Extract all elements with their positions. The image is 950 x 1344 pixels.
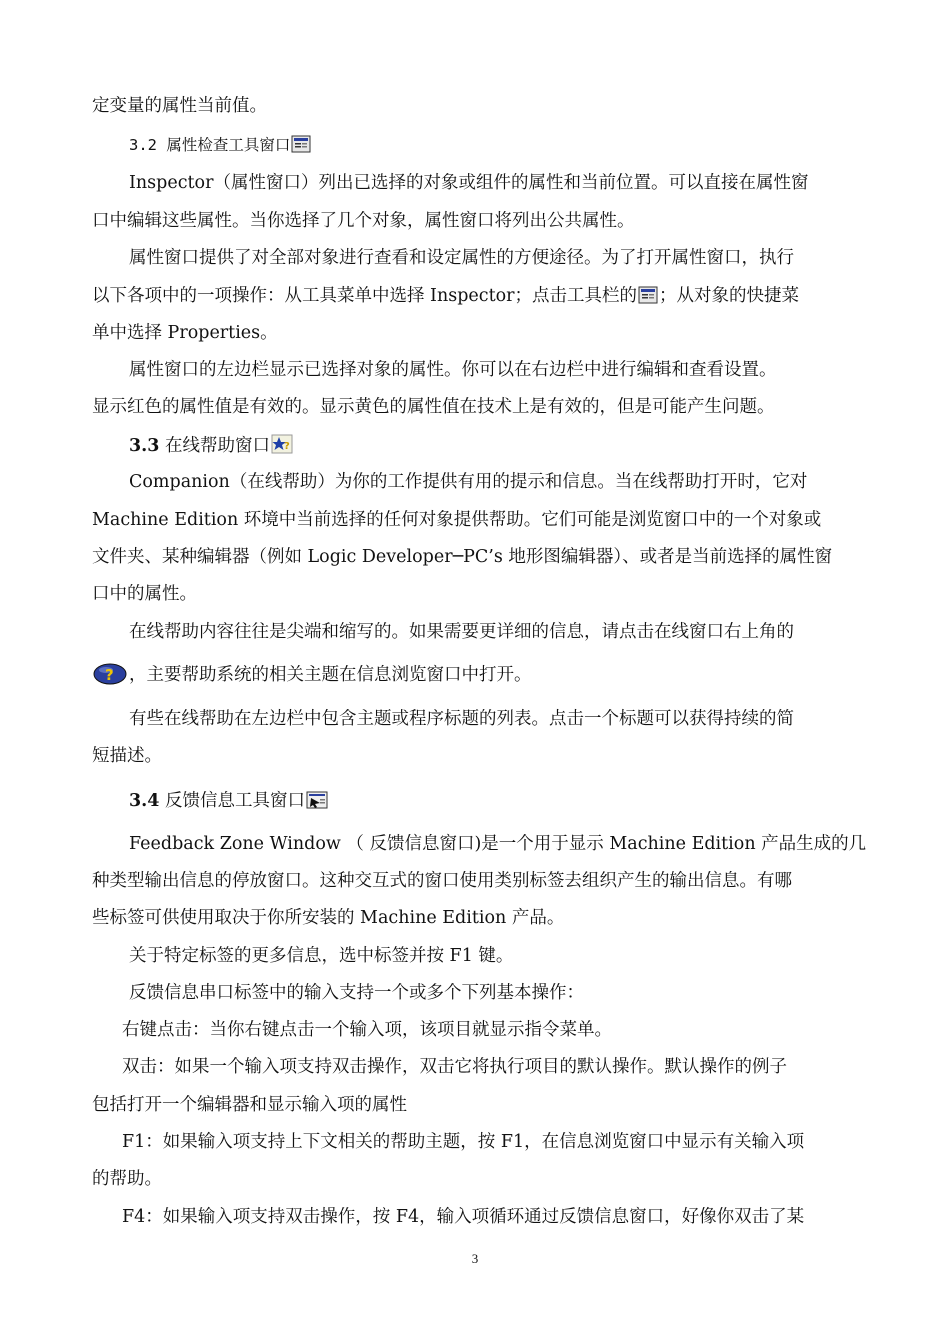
svg-text:?: ? — [105, 666, 114, 684]
companion-icon — [271, 434, 293, 460]
paragraph-line: Machine Edition 环境中当前选择的任何对象提供帮助。它们可能是浏览窗口中的一个对象或 — [92, 510, 822, 530]
paragraph-line: F4：如果输入项支持双击操作，按 F4，输入项循环通过反馈信息窗口，好像你双击了某 — [122, 1207, 805, 1227]
text-segment: 以下各项中的一项操作：从工具菜单中选择 Inspector；点击工具栏的 — [92, 286, 638, 306]
section-heading-3-4 — [129, 790, 329, 815]
paragraph-line — [92, 285, 799, 310]
heading-text: 反馈信息工具窗口 — [159, 791, 306, 811]
paragraph-line: 的帮助。 — [92, 1169, 162, 1189]
help-icon — [92, 662, 128, 692]
heading-number: 3.4 — [129, 791, 160, 811]
paragraph-line: 包括打开一个编辑器和显示输入项的属性 — [92, 1095, 407, 1115]
paragraph-line: 单中选择 Properties。 — [92, 323, 278, 343]
paragraph-line: 关于特定标签的更多信息，选中标签并按 F1 键。 — [129, 946, 514, 966]
paragraph-line: 有些在线帮助在左边栏中包含主题或程序标题的列表。点击一个标题可以获得持续的简 — [129, 709, 794, 729]
paragraph-line: 属性窗口提供了对全部对象进行查看和设定属性的方便途径。为了打开属性窗口，执行 — [129, 248, 794, 268]
section-heading-3-3 — [129, 434, 294, 460]
paragraph-line: 反馈信息串口标签中的输入支持一个或多个下列基本操作： — [129, 983, 584, 1003]
text-segment: ，主要帮助系统的相关主题在信息浏览窗口中打开。 — [129, 665, 532, 685]
inspector-icon — [291, 135, 311, 159]
section-heading-3-2 — [129, 134, 312, 159]
heading-text: 在线帮助窗口 — [159, 436, 271, 456]
paragraph-line: Inspector（属性窗口）列出已选择的对象或组件的属性和当前位置。可以直接在属性窗 — [129, 173, 809, 193]
text-segment: ；从对象的快捷菜 — [659, 286, 800, 306]
svg-text:?: ? — [284, 441, 290, 452]
paragraph-line — [92, 662, 532, 692]
feedback-zone-icon — [306, 791, 328, 815]
page-number: 3 — [471, 1251, 479, 1266]
paragraph-line: 属性窗口的左边栏显示已选择对象的属性。你可以在右边栏中进行编辑和查看设置。 — [129, 360, 777, 380]
inspector-icon — [638, 286, 658, 310]
paragraph-line: 在线帮助内容往往是尖端和缩写的。如果需要更详细的信息，请点击在线窗口右上角的 — [129, 622, 794, 642]
paragraph-line: Feedback Zone Window （ 反馈信息窗口)是一个用于显示 Machine Edition 产品生成的几 — [129, 834, 867, 854]
paragraph-line: 口中的属性。 — [92, 584, 197, 604]
paragraph-line: 种类型输出信息的停放窗口。这种交互式的窗口使用类别标签去组织产生的输出信息。有哪 — [92, 871, 792, 891]
paragraph-line: 口中编辑这些属性。当你选择了几个对象，属性窗口将列出公共属性。 — [92, 211, 635, 231]
paragraph-line: 文件夹、某种编辑器（例如 Logic Developer─PC’s 地形图编辑器）、或者是当前选择的属性窗 — [92, 547, 833, 567]
heading-number: 3.3 — [129, 436, 160, 456]
paragraph-line: 定变量的属性当前值。 — [92, 96, 267, 116]
paragraph-line: 显示红色的属性值是有效的。显示黄色的属性值在技术上是有效的，但是可能产生问题。 — [92, 397, 775, 417]
paragraph-line: F1：如果输入项支持上下文相关的帮助主题，按 F1，在信息浏览窗口中显示有关输入项 — [122, 1132, 805, 1152]
paragraph-line: 双击：如果一个输入项支持双击操作，双击它将执行项目的默认操作。默认操作的例子 — [122, 1057, 787, 1077]
paragraph-line: Companion（在线帮助）为你的工作提供有用的提示和信息。当在线帮助打开时，它对 — [129, 472, 808, 492]
paragraph-line: 些标签可供使用取决于你所安装的 Machine Edition 产品。 — [92, 908, 565, 928]
paragraph-line: 短描述。 — [92, 746, 162, 766]
heading-text: 3.2 属性检查工具窗口 — [129, 136, 291, 154]
paragraph-line: 右键点击：当你右键点击一个输入项，该项目就显示指令菜单。 — [122, 1020, 612, 1040]
